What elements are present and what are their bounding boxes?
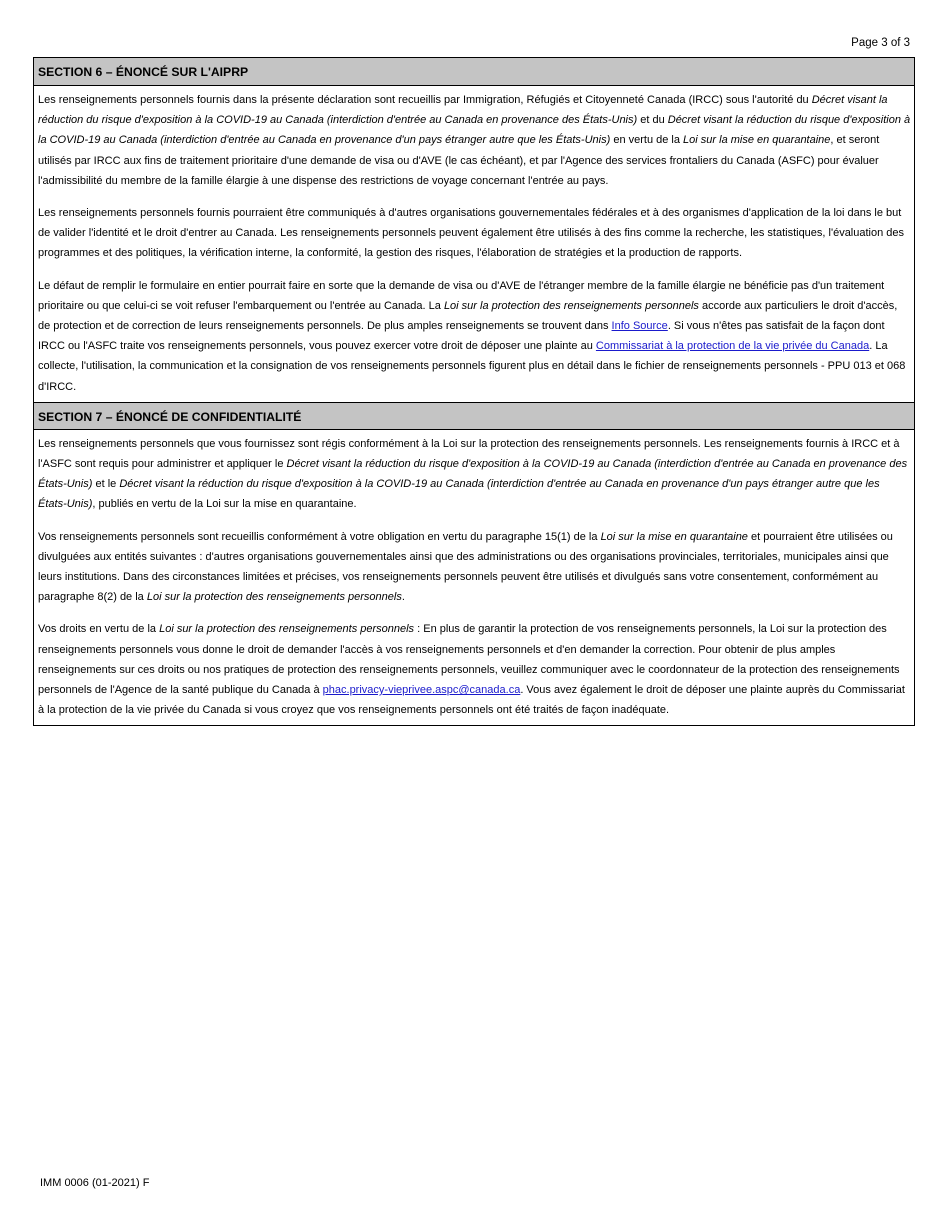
text-run: . Si vous n'êtes pas satisfait de la façon dont IRCC ou l'ASFC traite vos renseignements personnels, vous pouvez exercer votre droit de déposer une plainte au (38, 320, 885, 353)
text-run: . Vous avez également le droit de déposer une plainte auprès du Commissariat à la protection de la vie privée du Canada si vous croyez que vos renseignements personnels ont été traités de façon inadéquate. (38, 684, 905, 717)
section-7-paragraph-2 (38, 527, 911, 608)
order-title-usa: Décret visant la réduction du risque d'exposition à la COVID-19 au Canada (interdiction d'entrée au Canada en provenance des États-Unis) (38, 94, 888, 127)
section-6-paragraph-2: Les renseignements personnels fournis pourraient être communiqués à d'autres organisations gouvernementales fédérales et à des organismes d'application de la loi dans le but de valider l'identité et le droit d'entrer au Canada. Les renseignements personnels peuvent également être utilisés à des fins comme la recherche, les statistiques, l'évaluation des programmes et des politiques, la vérification interne, la conformité, la gestion des risques, l'élaboration de stratégies et la production de rapports. (38, 207, 905, 260)
text-run: et pourraient être utilisées ou divulguées aux entités suivantes : d'autres organisations gouvernementales ainsi que des administrations ou des organisations provinciales, territoriales, municipales ainsi que leurs institutions. Dans des circonstances limitées et précises, vos renseignements personnels peuvent être utilisés et divulgués sans votre consentement, conformément au paragraphe 8(2) de la (38, 530, 893, 604)
info-source-link[interactable]: Info Source (611, 320, 668, 333)
privacy-act-title: Loi sur la protection des renseignements personnels (159, 623, 415, 636)
privacy-act-title: Loi sur la protection des renseignements personnels (146, 591, 402, 604)
order-title-usa: Décret visant la réduction du risque d'exposition à la COVID-19 au Canada (interdiction d'entrée au Canada en provenance des États-Unis) (38, 458, 908, 491)
section-7-title: SECTION 7 – ÉNONCÉ DE CONFIDENTIALITÉ (34, 402, 914, 430)
section-6-body (34, 86, 914, 402)
section-7-paragraph-3 (38, 619, 911, 720)
privacy-commissioner-link[interactable]: Commissariat à la protection de la vie privée du Canada (595, 340, 870, 353)
section-6-title: SECTION 6 – ÉNONCÉ SUR L'AIPRP (34, 58, 914, 86)
text-run: et du (637, 114, 668, 127)
text-run: Le défaut de remplir le formulaire en entier pourrait faire en sorte que la demande de visa ou d'AVE de l'étranger membre de la famille élargie ne bénéficie pas d'un traitement prioritaire ou que celui-ci se voit refuser l'embarquement ou l'entrée au Canada. La (38, 279, 885, 312)
text-run: . (401, 591, 405, 604)
text-run: Les renseignements personnels que vous fournissez sont régis conformément à la Loi sur la protection des renseignements personnels. Les renseignements fournis à IRCC et à l'ASFC sont requis pour administrer et appliquer le (38, 437, 900, 471)
form-code: IMM 0006 (01-2021) F (40, 1177, 150, 1189)
order-title-other-countries: Décret visant la réduction du risque d'exposition à la COVID-19 au Canada (interdiction d'entrée au Canada en provenance d'un pays étranger autre que les États-Unis) (38, 114, 911, 147)
text-run: . La collecte, l'utilisation, la communication et la consignation de vos renseignements personnels figurent plus en détail dans le fichier de renseignements personnels - PPU 013 et 068 d'IRCC. (38, 340, 906, 393)
phac-privacy-email-link[interactable]: phac.privacy-vieprivee.aspc@canada.ca (322, 684, 521, 697)
quarantine-act-title: Loi sur la mise en quarantaine (683, 134, 831, 147)
page-number: Page 3 of 3 (851, 37, 910, 49)
form-box (33, 57, 915, 726)
text-run: Vos droits en vertu de la (38, 623, 160, 636)
text-run: Les renseignements personnels fournis dans la présente déclaration sont recueillis par Immigration, Réfugiés et Citoyenneté Canada (IRCC) sous l'autorité du (38, 94, 812, 106)
text-run: accorde aux particuliers le droit d'accès, de protection et de correction de leurs renseignements personnels. De plus amples renseignements se trouvent dans (38, 299, 898, 333)
quarantine-act-title: Loi sur la mise en quarantaine (600, 530, 748, 543)
section-7-body (34, 430, 914, 726)
text-run: Vos renseignements personnels sont recueillis conformément à votre obligation en vertu du paragraphe 15(1) de la (38, 530, 601, 543)
privacy-act-title: Loi sur la protection des renseignements personnels (443, 299, 699, 312)
text-run: , et seront utilisés par IRCC aux fins de traitement prioritaire d'une demande de visa ou d'AVE (le cas échéant), et par l'Agence des services frontaliers du Canada (ASFC) pour évaluer l'admissibilité du membre de la famille élargie à une dispense des restrictions de voyage concernant l'entrée au pays. (38, 134, 880, 187)
text-run: , publiés en vertu de la Loi sur la mise en quarantaine. (92, 498, 357, 511)
section-7-paragraph-1 (38, 434, 911, 515)
section-6-paragraph-1 (38, 90, 911, 191)
text-run: et le (92, 478, 120, 491)
text-run: : En plus de garantir la protection de vos renseignements personnels, la Loi sur la protection des renseignements personnels vous donne le droit de demander l'accès à vos renseignements personnels et d'en demander la correction. Pour obtenir de plus amples renseignements sur ces droits ou nos pratiques de protection des renseignements personnels, veuillez communiquer avec le coordonnateur de la protection des renseignements personnels de l'Agence de la santé publique du Canada à (38, 623, 900, 697)
section-6-paragraph-3 (38, 276, 911, 397)
text-run: en vertu de la (610, 134, 684, 147)
order-title-other-countries: Décret visant la réduction du risque d'exposition à la COVID-19 au Canada (interdiction d'entrée au Canada en provenance d'un pays étranger autre que les États-Unis) (38, 478, 880, 511)
